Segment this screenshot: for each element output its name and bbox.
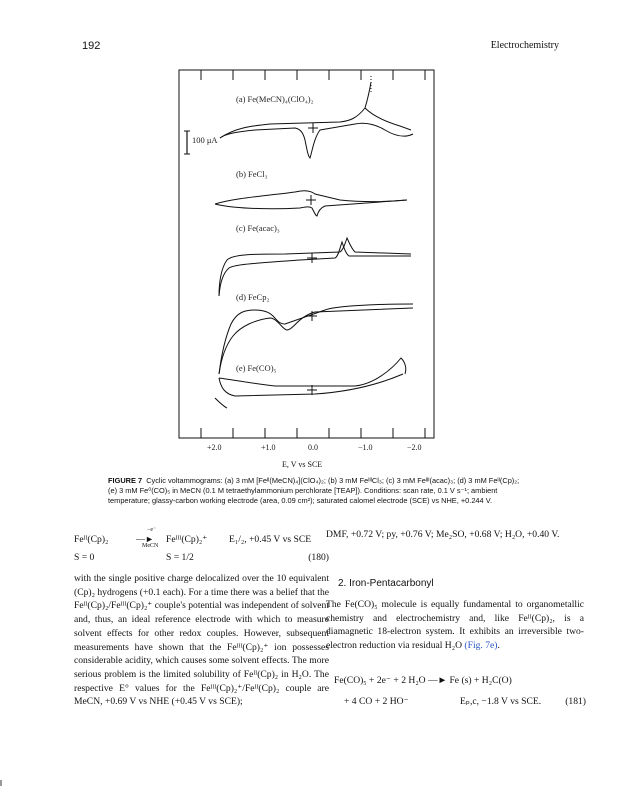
running-head: Electrochemistry xyxy=(490,40,559,51)
eq180-potential: E₁/₂, +0.45 V vs SCE xyxy=(229,534,312,545)
x-tick-label: 0.0 xyxy=(308,443,318,451)
eq181-number: (181) xyxy=(565,696,586,707)
trace-b xyxy=(215,191,407,216)
x-tick-label: −2.0 xyxy=(407,443,422,451)
eq180-arrow-bottom: MeCN xyxy=(142,543,159,549)
figure-caption xyxy=(108,476,528,507)
scan-edge-mark xyxy=(0,780,2,786)
section-heading: 2. Iron-Pentacarbonyl xyxy=(338,578,434,589)
eq180-arrow: —► xyxy=(136,534,154,544)
right-column-paragraph xyxy=(326,598,584,653)
equation-181 xyxy=(326,675,586,713)
eq180-left: Feᴵᴵ(Cp)₂ xyxy=(74,534,109,545)
trace-b-label: (b) FeCl₃ xyxy=(236,169,268,179)
x-tick-label: +1.0 xyxy=(261,443,276,451)
trace-a-label: (a) Fe(MeCN)₄(ClO₄)₂ xyxy=(236,94,314,104)
trace-c-label: (c) Fe(acac)₃ xyxy=(236,223,280,233)
right-column-continuation: DMF, +0.72 V; py, +0.76 V; Me₂SO, +0.68 V; H₂O, +0.40 V. xyxy=(326,529,560,540)
bottom-ticks xyxy=(201,428,425,438)
figure-7e-link[interactable]: (Fig. 7e) xyxy=(464,640,498,652)
eq181-line2: + 4 CO + 2 HO⁻ xyxy=(344,696,409,707)
left-column-paragraph: with the single positive charge delocalized over the 10 equivalent (Cp)₂ hydrogens (+0.1 each). For a time there was a belief that the Feᴵᴵ(Cp)₂/Feᴵᴵᴵ(Cp)₂⁺ couple's potential was independent of solvent and, thus, an ideal reference electrode with which to measure solvent effects for other redox couples. However, subsequent measurements have shown that the Feᴵᴵᴵ(Cp)₂⁺ ion possesses considerable acidity, which causes some solvent effects. The more serious problem is the limited solubility of Feᴵᴵ(Cp)₂ in H₂O. The respective E° values for the Feᴵᴵᴵ(Cp)₂⁺/Feᴵᴵ(Cp)₂ couple are MeCN, +0.69 V vs NHE (+0.45 V vs SCE); xyxy=(74,573,329,708)
eq180-spin-right: S = 1/2 xyxy=(166,552,194,563)
figure-frame xyxy=(179,70,434,438)
caption-label: FIGURE 7 xyxy=(108,476,143,485)
top-ticks xyxy=(201,70,425,80)
eq180-number: (180) xyxy=(308,552,329,563)
cyclic-voltammogram-figure xyxy=(175,68,437,451)
x-tick-label: −1.0 xyxy=(358,443,373,451)
right-paragraph-end: . xyxy=(497,640,500,652)
eq180-right: Feᴵᴵᴵ(Cp)₂⁺ xyxy=(166,534,208,545)
trace-a xyxy=(220,76,413,158)
scale-bar xyxy=(184,131,218,154)
scale-bar-label: 100 μA xyxy=(192,135,218,145)
right-paragraph-text: The Fe(CO)₅ molecule is equally fundamental to organometallic chemistry and electrochemistry and, like Feᴵᴵ(Cp)₂, is a diamagnetic 18-electron system. It exhibits an irreversible two-electron reduction via residual H₂O xyxy=(326,599,584,652)
x-axis-label: E, V vs SCE xyxy=(282,460,323,469)
equation-180 xyxy=(74,527,329,566)
eq181-line1: Fe(CO)₅ + 2e⁻ + 2 H₂O —► Fe (s) + H₂C(O) xyxy=(334,675,512,686)
trace-e-label: (e) Fe(CO)₅ xyxy=(236,363,277,373)
eq181-potential: Eₚ,c, −1.8 V vs SCE. xyxy=(460,696,542,707)
eq180-arrow-top: −e⁻ xyxy=(147,527,157,533)
trace-c xyxy=(219,238,411,296)
x-tick-label: +2.0 xyxy=(207,443,222,451)
caption-text: Cyclic voltammograms: (a) 3 mM [Feᴵᴵ(MeCN)₄](ClO₄)₂; (b) 3 mM FeᴵᴵᴵCl₃; (c) 3 mM Feᴵᴵᴵ(acac)₃; (d) 3 mM Feᴵᴵ(Cp)₂; (e) 3 mM Fe⁰(CO)₅ in MeCN (0.1 M tetraethylammonium perchlorate [TEAP]). Conditions: scan rate, 0.1 V s⁻¹; ambient temperature; glassy-carbon working electrode (area, 0.09 cm²); saturated calomel electrode (SCE) vs NHE, +0.244 V. xyxy=(108,476,520,506)
trace-d-label: (d) FeCp₂ xyxy=(236,292,270,302)
page-number: 192 xyxy=(82,40,101,52)
eq180-spin-left: S = 0 xyxy=(74,552,95,563)
